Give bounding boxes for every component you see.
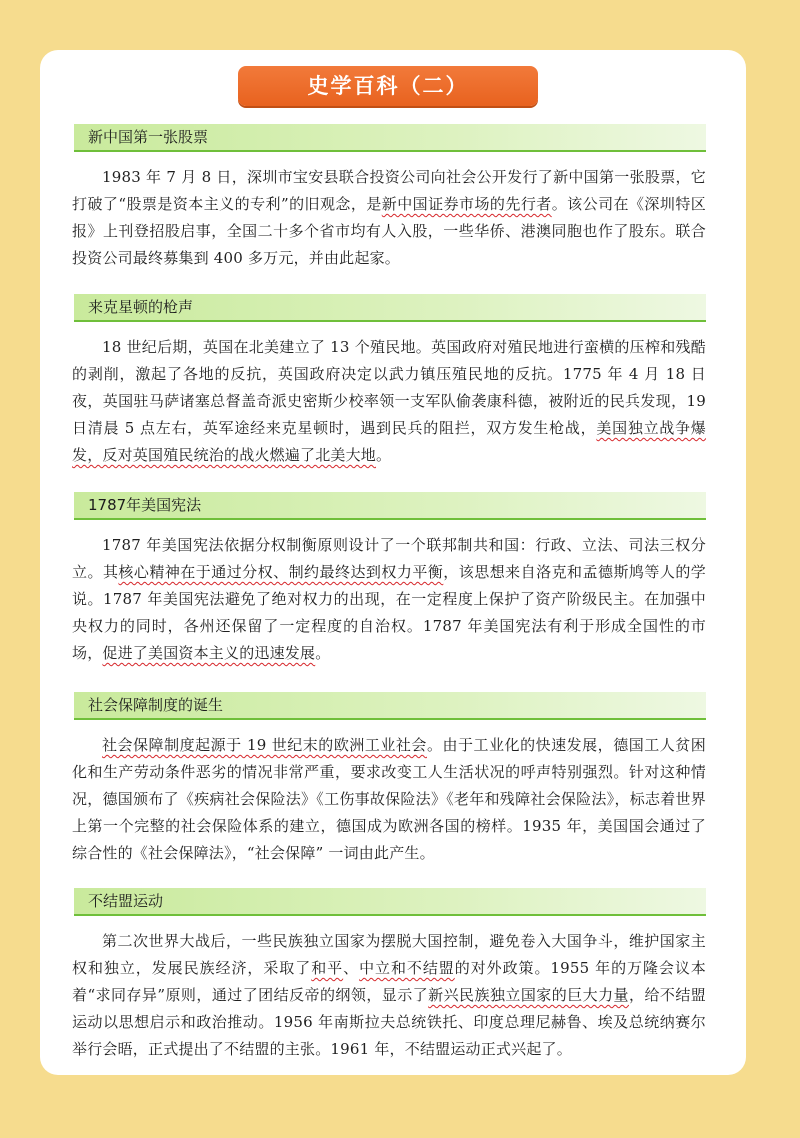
section-lexington — [72, 294, 706, 469]
text-run: 。该公司在《深圳特区报》上刊登招股启事，全国二十多个省市均有人入股，一些华侨、港澳同胞也作了股东。联合投资公司最终募集到 400 多万元，并由此起家。 — [72, 195, 706, 267]
section-heading: 新中国第一张股票 — [74, 124, 706, 152]
section-paragraph — [72, 928, 706, 1063]
text-run: 1983 年 7 月 8 日，深圳市宝安县联合投资公司向社会公开发行了新中国第一张股票，它打破了“股票是资本主义的专利”的旧观念，是 — [72, 168, 706, 213]
underlined-text: 新兴民族独立国家的巨大力量 — [428, 986, 629, 1004]
underlined-text: 中立和不结盟 — [359, 959, 455, 977]
page-title: 史学百科（二） — [238, 66, 538, 106]
text-run: ，给不结盟运动以思想启示和政治推动。1956 年南斯拉夫总统铁托、印度总理尼赫鲁、埃及总统纳赛尔举行会晤，正式提出了不结盟的主张。1961 年，不结盟运动正式兴起了。 — [72, 986, 706, 1058]
text-run: 第二次世界大战后，一些民族独立国家为摆脱大国控制，避免卷入大国争斗，维护国家主权和独立，发展民族经济，采取了 — [72, 932, 706, 977]
section-heading: 来克星顿的枪声 — [74, 294, 706, 322]
section-paragraph — [72, 334, 706, 469]
text-run: 。由于工业化的快速发展，德国工人贫困化和生产劳动条件恶劣的情况非常严重，要求改变工人生活状况的呼声特别强烈。针对这种情况，德国颁布了《疾病社会保险法》《工伤事故保险法》《老年和残障社会保险法》，标志着世界上第一个完整的社会保险体系的建立，德国成为欧洲各国的榜样。1935 年，美国国会通过了综合性的《社会保障法》，“社会保障” 一词由此产生。 — [72, 736, 706, 862]
text-run: 、 — [343, 959, 360, 977]
section-constitution — [72, 492, 706, 667]
section-heading: 不结盟运动 — [74, 888, 706, 916]
text-run: 的对外政策。1955 年的万隆会议本着“求同存异”原则，通过了团结反帝的纲领，显示了 — [72, 959, 706, 1004]
text-run: 18 世纪后期，英国在北美建立了 13 个殖民地。英国政府对殖民地进行蛮横的压榨和残酷的剥削，激起了各地的反抗，英国政府决定以武力镇压殖民地的反抗。1775 年 4 月 18 日夜，英国驻马萨诸塞总督盖奇派史密斯少校率领一支军队偷袭康科德，被附近的民兵发现，19 日清晨 5 点左右，英军途经来克星顿时，遇到民兵的阻拦，双方发生枪战， — [72, 338, 706, 437]
text-run: 。 — [315, 644, 331, 662]
section-heading: 社会保障制度的诞生 — [74, 692, 706, 720]
underlined-text: 促进了美国资本主义的迅速发展 — [102, 644, 316, 662]
underlined-text: 和平 — [311, 959, 344, 977]
underlined-text: 社会保障制度起源于 19 世纪末的欧洲工业社会 — [102, 736, 427, 754]
section-heading: 1787年美国宪法 — [74, 492, 706, 520]
underlined-text: 新中国证券市场的先行者 — [381, 195, 552, 213]
underlined-text: 美国独立战争爆发，反对英国殖民统治的战火燃遍了北美大地 — [72, 419, 706, 464]
section-first-stock — [72, 124, 706, 272]
underlined-text: 核心精神在于通过分权、制约最终达到权力平衡 — [118, 563, 444, 581]
text-run: 。 — [376, 446, 392, 464]
section-paragraph — [72, 732, 706, 867]
section-paragraph — [72, 164, 706, 272]
text-run: ，该思想来自洛克和孟德斯鸠等人的学说。1787 年美国宪法避免了绝对权力的出现，在一定程度上保护了资产阶级民主。在加强中央权力的同时，各州还保留了一定程度的自治权。1787 年美国宪法有利于形成全国性的市场， — [72, 563, 707, 662]
section-paragraph — [72, 532, 706, 667]
section-social-security — [72, 692, 706, 867]
section-non-aligned — [72, 888, 706, 1063]
text-run: 1787 年美国宪法依据分权制衡原则设计了一个联邦制共和国：行政、立法、司法三权分立。其 — [72, 536, 706, 581]
